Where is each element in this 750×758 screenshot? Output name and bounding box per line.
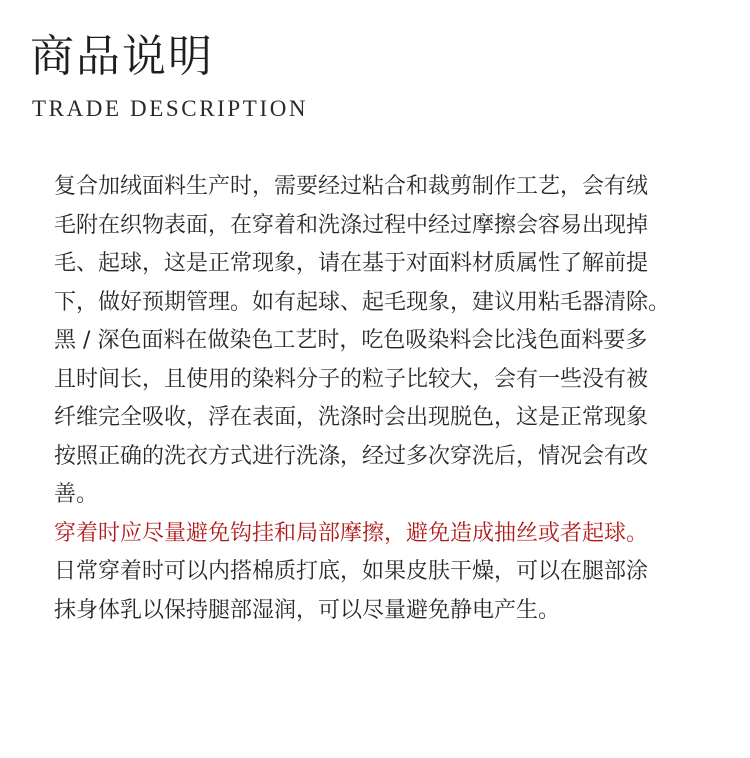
page-subtitle: TRADE DESCRIPTION (32, 96, 309, 121)
description-line: 且时间长，且使用的染料分子的粒子比较大，会有一些没有被 (54, 366, 649, 392)
description-line: 毛附在织物表面，在穿着和洗涤过程中经过摩擦会容易出现掉 (54, 212, 649, 238)
page-title: 商品说明 (30, 31, 214, 82)
description-line: 纤维完全吸收，浮在表面，洗涤时会出现脱色，这是正常现象 (54, 405, 649, 430)
description-line: 复合加绒面料生产时，需要经过粘合和裁剪制作工艺，会有绒 (54, 174, 649, 199)
description-line: 黑 / 深色面料在做染色工艺时，吃色吸染料会比浅色面料要多 (54, 328, 648, 353)
description-line: 按照正确的洗衣方式进行洗涤，经过多次穿洗后，情况会有改 (54, 443, 649, 469)
description-line: 毛、起球，这是正常现象，请在基于对面料材质属性了解前提 (54, 251, 649, 276)
care-line: 抹身体乳以保持腿部湿润，可以尽量避免静电产生。 (54, 597, 561, 623)
description-line: 下，做好预期管理。如有起球、起毛现象，建议用粘毛器清除。 (54, 289, 671, 315)
description-line: 善。 (54, 482, 99, 507)
care-line: 日常穿着时可以内搭棉质打底，如果皮肤干燥，可以在腿部涂 (54, 559, 649, 584)
description-body (54, 168, 744, 630)
warning-note: 穿着时应尽量避免钩挂和局部摩擦，避免造成抽丝或者起球。 (54, 520, 649, 546)
